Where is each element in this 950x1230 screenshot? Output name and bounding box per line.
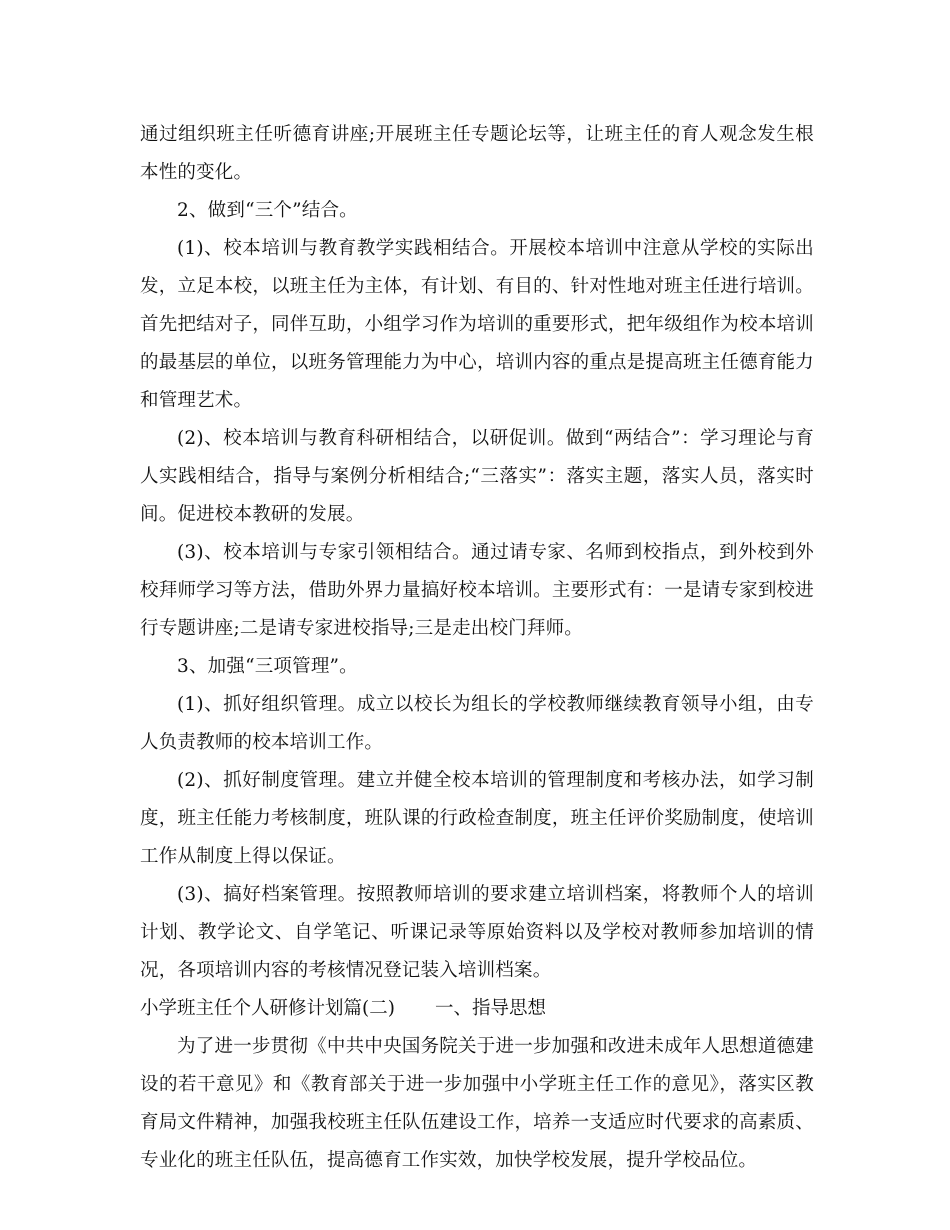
document-body: [140, 116, 814, 1180]
paragraph-9: (3)、搞好档案管理。按照教师培训的要求建立培训档案，将教师个人的培训计划、教学论文、自学笔记、听课记录等原始资料以及学校对教师参加培训的情况，各项培训内容的考核情况登记装入培训档案。: [140, 884, 814, 981]
paragraph-4: (2)、校本培训与教育科研相结合，以研促训。做到“两结合”：学习理论与育人实践相结合，指导与案例分析相结合;“三落实”：落实主题，落实人员，落实时间。促进校本教研的发展。: [140, 428, 814, 525]
closing-paragraph: 为了进一步贯彻《中共中央国务院关于进一步加强和改进未成年人思想道德建设的若干意见》和《教育部关于进一步加强中小学班主任工作的意见》，落实区教育局文件精神，加强我校班主任队伍建设工作，培养一支适应时代要求的高素质、专业化的班主任队伍，提高德育工作实效，加快学校发展，提升学校品位。: [140, 1036, 814, 1171]
paragraph-8: (2)、抓好制度管理。建立并健全校本培训的管理制度和考核办法，如学习制度，班主任能力考核制度，班队课的行政检查制度，班主任评价奖励制度，使培训工作从制度上得以保证。: [140, 770, 814, 867]
paragraph-6-heading: 3、加强“三项管理”。: [177, 656, 358, 677]
paragraph-2-heading: 2、做到“三个”结合。: [177, 200, 358, 221]
section-title: 小学班主任个人研修计划篇(二): [140, 998, 395, 1019]
paragraph-1: 通过组织班主任听德育讲座;开展班主任专题论坛等，让班主任的育人观念发生根本性的变化。: [140, 124, 814, 183]
paragraph-7: (1)、抓好组织管理。成立以校长为组长的学校教师继续教育领导小组，由专人负责教师的校本培训工作。: [140, 694, 814, 753]
paragraph-3: (1)、校本培训与教育教学实践相结合。开展校本培训中注意从学校的实际出发，立足本校，以班主任为主体，有计划、有目的、针对性地对班主任进行培训。首先把结对子，同伴互助，小组学习作为培训的重要形式，把年级组作为校本培训的最基层的单位，以班务管理能力为中心，培训内容的重点是提高班主任德育能力和管理艺术。: [140, 238, 814, 411]
section-heading: [140, 990, 814, 1028]
section-subtitle: 一、指导思想: [434, 998, 546, 1019]
paragraph-5: (3)、校本培训与专家引领相结合。通过请专家、名师到校指点，到外校到外校拜师学习等方法，借助外界力量搞好校本培训。主要形式有：一是请专家到校进行专题讲座;二是请专家进校指导;三是走出校门拜师。: [140, 542, 814, 639]
